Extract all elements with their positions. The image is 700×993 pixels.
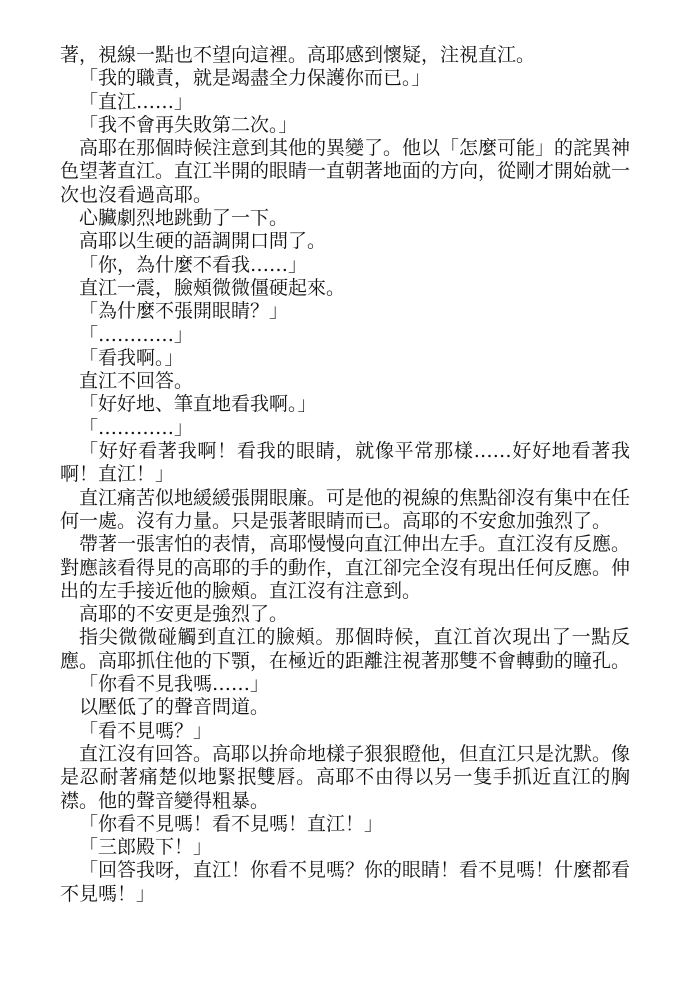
dialogue-saburo: 「三郎殿下！」: [79, 836, 213, 859]
dialogue-look-properly: 「好好看著我啊！看我的眼睛，就像平常那樣……好好地看著我啊！直江！」: [60, 440, 630, 486]
paragraph-continuation: 著，視線一點也不望向這裡。高耶感到懷疑，注視直江。: [60, 44, 536, 66]
paragraph-glares: 直江沒有回答。高耶以拚命地樣子狠狠瞪他，但直江只是沈默。像是忍耐著痛楚似地緊抿雙唇。高耶不由得以另一隻手抓近直江的胸襟。他的聲音變得粗暴。: [60, 742, 631, 812]
dialogue-look-at-me: 「看我啊。」: [79, 346, 184, 369]
paragraph-low-voice: 以壓低了的聲音問道。: [79, 696, 270, 719]
paragraph-heartbeat: 心臟劇烈地跳動了一下。: [79, 207, 289, 230]
dialogue-cant-see: 「看不見嗎？」: [79, 719, 213, 742]
dialogue-cant-see-me: 「你看不見我嗎……」: [79, 673, 270, 696]
dialogue-no-second-failure: 「我不會再失敗第二次。」: [79, 113, 298, 136]
paragraph-cheek-stiffens: 直江一震，臉頰微微僵硬起來。: [79, 276, 346, 299]
novel-page: [60, 44, 630, 906]
paragraph-reaches-hand: 帶著一張害怕的表情，高耶慢慢向直江伸出左手。直江沒有反應。對應該看得見的高耶的手的動作，直江卻完全沒有現出任何反應。伸出的左手接近他的臉頰。直江沒有注意到。: [60, 533, 631, 602]
paragraph-fingertips: 指尖微微碰觸到直江的臉頰。那個時候，直江首次現出了一點反應。高耶抓住他的下顎，在極近的距離注視著那雙不會轉動的瞳孔。: [60, 626, 631, 672]
paragraph-opens-eyes: 直江痛苦似地緩緩張開眼廉。可是他的視線的焦點卻沒有集中在任何一處。沒有力量。只是張著眼睛而已。高耶的不安愈加強烈了。: [60, 486, 631, 532]
paragraph-no-answer: 直江不回答。: [79, 370, 194, 393]
dialogue-look-straight: 「好好地、筆直地看我啊。」: [79, 393, 317, 416]
dialogue-duty: 「我的職責，就是竭盡全力保護你而已。」: [79, 67, 431, 90]
paragraph-asks: 高耶以生硬的語調開口問了。: [79, 230, 327, 253]
dialogue-silence-2: 「…………」: [79, 416, 194, 439]
dialogue-naoe: 「直江……」: [79, 90, 194, 113]
dialogue-silence-1: 「…………」: [79, 323, 194, 346]
dialogue-why-not-look: 「你，為什麼不看我……」: [79, 253, 308, 276]
paragraph-notices-change: 高耶在那個時候注意到其他的異變了。他以「怎麼可能」的詫異神色望著直江。直江半開的眼睛一直朝著地面的方向，從剛才開始就一次也沒看過高耶。: [60, 137, 631, 206]
dialogue-answer-me: 「回答我呀，直江！你看不見嗎？你的眼睛！看不見嗎！什麼都看不見嗎！」: [60, 859, 631, 905]
paragraph-anxiety: 高耶的不安更是強烈了。: [79, 603, 289, 626]
dialogue-cant-see-naoe: 「你看不見嗎！看不見嗎！直江！」: [79, 812, 384, 835]
dialogue-open-eyes: 「為什麼不張開眼睛？」: [79, 300, 289, 323]
